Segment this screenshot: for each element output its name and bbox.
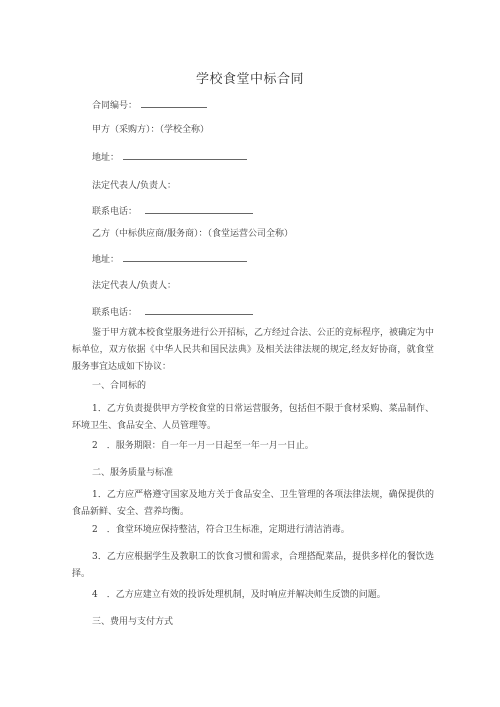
- section-3-heading: 三、费用与支付方式: [92, 617, 174, 627]
- section-2-item-2: 2 ．食堂环境应保持整洁，符合卫生标准，定期进行清洁消毒。: [92, 525, 350, 535]
- party-a-phone-line: [92, 204, 253, 219]
- section-2-item-1: 1．乙方应严格遵守国家及地方关于食品安全、卫生管理的各项法律法规，确保提供的食品新鲜、安全、营养均衡。: [72, 490, 434, 517]
- party-a-phone-label: 联系电话：: [92, 207, 138, 217]
- section-2-heading: 二、服务质量与标准: [92, 468, 174, 478]
- contract-number-label: 合同编号：: [92, 101, 138, 111]
- intro-paragraph: 鉴于甲方就本校食堂服务进行公开招标，乙方经过合法、公正的竞标程序，被确定为中标单位，双方依据《中华人民共和国民法典》及相关法律法规的规定,经友好协商，就食堂服务事宜达成如下协议：: [72, 328, 435, 372]
- party-a-line: 甲方（采购方）：（学校全称）: [92, 125, 210, 135]
- document-title: 学校食堂中标合同: [195, 72, 304, 87]
- party-a-address-label: 地址：: [92, 153, 120, 163]
- party-b-phone-line: [92, 305, 253, 320]
- party-a-representative-line: 法定代表人/负责人：: [92, 181, 177, 191]
- party-b-line: 乙方（中标供应商/服务商）：（食堂运营公司全称）: [92, 229, 294, 239]
- section-1-item-1: 1．乙方负责提供甲方学校食堂的日常运营服务，包括但不限于食材采购、菜品制作、环境卫生、食品安全、人员管理等。: [72, 404, 434, 431]
- party-b-phone-label: 联系电话：: [92, 308, 138, 318]
- section-2-item-4: 4 ．乙方应建立有效的投诉处理机制，及时响应并解决师生反馈的问题。: [92, 590, 386, 600]
- section-1-heading: 一、合同标的: [92, 381, 147, 391]
- party-b-phone-blank: [145, 305, 253, 315]
- section-1-item-2: 2 ．服务期限：自一年一月一日起至一年一月一日止。: [92, 441, 314, 451]
- party-a-address-blank: [123, 150, 247, 160]
- section-2-item-3: 3．乙方应根据学生及教职工的饮食习惯和需求，合理搭配菜品，提供多样化的餐饮选择。: [72, 552, 434, 579]
- party-b-address-label: 地址：: [92, 255, 120, 265]
- party-b-representative-line: 法定代表人/负责人：: [92, 281, 177, 291]
- contract-number-blank: [141, 98, 207, 108]
- party-a-phone-blank: [145, 204, 253, 214]
- contract-number-line: [92, 98, 207, 113]
- party-a-address-line: [92, 150, 247, 165]
- party-b-address-line: [92, 252, 247, 267]
- party-b-address-blank: [123, 252, 247, 262]
